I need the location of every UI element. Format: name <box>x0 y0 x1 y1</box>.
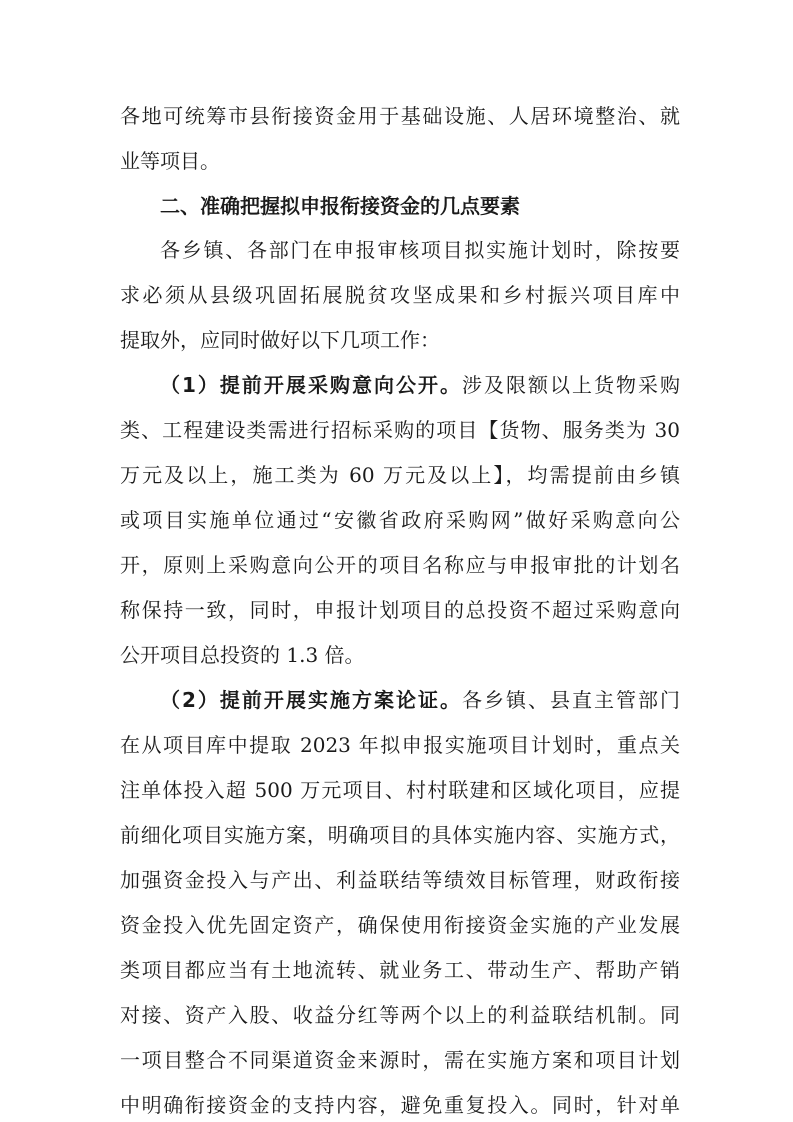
paragraph-line: 公开项目总投资的 1.3 倍。 <box>120 643 365 667</box>
paragraph-line: 求必须从县级巩固拓展脱贫攻坚成果和乡村振兴项目库中 <box>120 283 680 307</box>
paragraph-line: 在从项目库中提取 2023 年拟申报实施项目计划时，重点关 <box>120 733 680 757</box>
paragraph-line: 类、工程建设类需进行招标采购的项目【货物、服务类为 30 <box>120 418 680 442</box>
paragraph-line: 一项目整合不同渠道资金来源时，需在实施方案和项目计划 <box>120 1048 680 1072</box>
paragraph-line: 类项目都应当有土地流转、就业务工、带动生产、帮助产销 <box>120 958 680 982</box>
paragraph-line: 各乡镇、各部门在申报审核项目拟实施计划时，除按要 <box>160 238 680 262</box>
item-1-title: （1）提前开展采购意向公开。 <box>160 373 462 397</box>
paragraph-line: 提取外，应同时做好以下几项工作： <box>120 328 440 352</box>
paragraph-line: 各地可统筹市县衔接资金用于基础设施、人居环境整治、就 <box>120 104 680 128</box>
paragraph-line: 或项目实施单位通过“安徽省政府采购网”做好采购意向公 <box>120 508 680 532</box>
paragraph-line: 中明确衔接资金的支持内容，避免重复投入。同时，针对单 <box>120 1093 680 1117</box>
paragraph-line: 称保持一致，同时，申报计划项目的总投资不超过采购意向 <box>120 598 680 622</box>
item-2-first-line <box>160 686 680 714</box>
paragraph-line: 对接、资产入股、收益分红等两个以上的利益联结机制。同 <box>120 1003 680 1027</box>
paragraph-line: 注单体投入超 500 万元项目、村村联建和区域化项目，应提 <box>120 778 680 802</box>
item-2-title: （2）提前开展实施方案论证。 <box>160 688 462 712</box>
paragraph-line: 开，原则上采购意向公开的项目名称应与申报审批的计划名 <box>120 553 680 577</box>
section-heading: 二、准确把握拟申报衔接资金的几点要素 <box>160 194 520 218</box>
paragraph-line: 加强资金投入与产出、利益联结等绩效目标管理，财政衔接 <box>120 868 680 892</box>
item-1-first-line <box>160 371 680 399</box>
paragraph-line: 资金投入优先固定资产，确保使用衔接资金实施的产业发展 <box>120 913 680 937</box>
paragraph-line: 前细化项目实施方案，明确项目的具体实施内容、实施方式， <box>120 823 680 847</box>
item-2-text: 各乡镇、县直主管部门 <box>461 688 680 712</box>
paragraph-line: 万元及以上，施工类为 60 万元及以上】，均需提前由乡镇 <box>120 463 680 487</box>
paragraph-line: 业等项目。 <box>120 149 220 173</box>
item-1-text: 涉及限额以上货物采购 <box>461 373 680 397</box>
